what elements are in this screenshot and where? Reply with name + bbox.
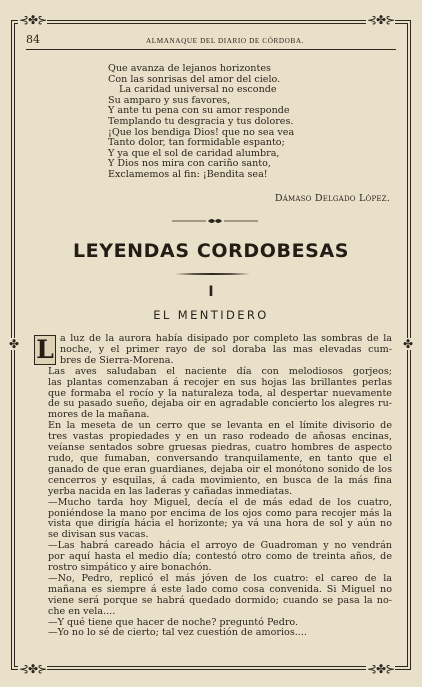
text-line: a luz de la aurora había disipado por completo las sombras de la [60, 333, 392, 344]
poem-line: Y ante tu pena con su amor responde [108, 105, 290, 117]
article-body [34, 334, 392, 639]
text-line: —Y qué tiene que hacer de noche? preguntó Pedro. [48, 616, 299, 628]
header-rule [26, 49, 396, 50]
page-number: 84 [26, 33, 40, 46]
text-line: yerba nacida en las laderas y cañadas inmediatas. [48, 485, 293, 497]
text-line: —No, Pedro, replicó el más jóven de los cuatro: el careo de la [48, 572, 392, 584]
text-line: rostro simpático y aire bonachón. [48, 562, 212, 574]
text-line: —Yo no lo sé de cierto; tal vez cuestión de amorios.... [48, 627, 307, 639]
text-line: tres vastas propiedades y en un raso rodeado de añosas encinas, [48, 431, 392, 443]
text-line: che en vela.... [48, 605, 116, 617]
text-line: ganado de que eran guardianes, dejaba oir el monótono sonido de los [48, 463, 392, 475]
section-title: LEYENDAS CORDOBESAS [72, 240, 350, 262]
poem-line: Y ya que el sol de caridad alumbra, [108, 147, 280, 159]
text-line: vista que dirigía hácia el horizonte; ya vá una hora de sol y aún no [48, 518, 392, 530]
drop-cap: L [34, 335, 56, 365]
corner-ornament-bottom-right: ⊰✤⊱ [367, 662, 395, 676]
paragraph [34, 334, 392, 367]
corner-ornament-top-left: ⊰✤⊱ [19, 13, 47, 27]
poem-line: Su amparo y sus favores, [108, 94, 231, 106]
poem-line: Exclamemos al fin: ¡Bendita sea! [108, 168, 268, 180]
text-line: cencerros y esquilas, á cada movimiento, en busca de la más fina [48, 474, 392, 486]
corner-ornament-bottom-left: ⊰✤⊱ [19, 662, 47, 676]
poem-line: Tanto dolor, tan formidable espanto; [108, 137, 285, 149]
page-header [26, 33, 396, 49]
text-line: viene será porque se habrá quedado dormido; cuando se pasa la no- [48, 594, 392, 606]
poem-line: Con las sonrisas del amor del cielo. [108, 73, 281, 85]
author-name: Dámaso Delgado López. [274, 193, 390, 204]
poem [108, 64, 398, 181]
text-line: En la meseta de un cerro que se levanta en el límite divisorio de [48, 420, 392, 432]
text-line: veíanse sentados sobre gruesas piedras, cuatro hombres de aspecto [48, 442, 392, 454]
paragraph [34, 421, 392, 497]
poem-line: Templando tu desgracia y tus dolores. [108, 115, 294, 127]
paragraph [34, 498, 392, 542]
text-line: de su pasado sueño, dejaba oir en agradable concierto los alegres ru- [48, 398, 392, 410]
text-line: —Las habrá careado hácia el arroyo de Guadroman y no vendrán [48, 540, 392, 552]
side-ornament-right: ✤ [403, 337, 413, 351]
paragraph [34, 574, 392, 618]
poem-line: ¡Que los bendiga Dios! que no sea vea [108, 126, 295, 138]
poem-line: La caridad universal no esconde [119, 84, 277, 96]
chapter-number: I [208, 284, 214, 300]
poem-line: Y Dios nos mira con cariño santo, [108, 158, 271, 170]
corner-ornament-top-right: ⊰✤⊱ [367, 13, 395, 27]
text-line: bres de Sierra-Morena. [60, 354, 174, 366]
text-line: que formaba el rocío y la naturaleza toda, al despertar nuevamente [48, 387, 392, 399]
text-line: noche, y el primer rayo de sol doraba las mas elevadas cum- [60, 343, 392, 355]
text-line: rudo, que fumaban, conversando tranquilamente, en tanto que el [48, 452, 392, 464]
paragraph [34, 541, 392, 574]
poem-line: Que avanza de lejanos horizontes [108, 63, 271, 74]
title-underline [175, 272, 250, 276]
text-line: poniéndose la mano por encima de los ojos como para recojer más la [48, 507, 392, 519]
poem-signature [180, 193, 390, 204]
text-line: las plantas comenzaban á recojer en sus hojas las brillantes perlas [48, 376, 392, 388]
text-line: —Mucho tarda hoy Miguel, decía el de más edad de los cuatro, [48, 496, 392, 508]
text-line: se divisan sus vacas. [48, 529, 149, 541]
paragraph [34, 628, 392, 639]
chapter-title: EL MENTIDERO [153, 308, 269, 322]
paragraph [34, 367, 392, 422]
text-line: mores de la mañana. [48, 409, 150, 421]
section-divider-ornament [170, 217, 260, 225]
text-line: mañana es siempre á este lado como cosa convenida. Si Miguel no [48, 583, 392, 595]
text-line: Las aves saludaban el naciente día con melodiosos gorjeos; [48, 365, 392, 377]
running-head: ALMANAQUE DEL DIARIO DE CÓRDOBA. [145, 37, 305, 45]
text-line: por aquí hasta el medio día; contestó otro como de treinta años, de [48, 551, 392, 563]
side-ornament-left: ✤ [9, 337, 19, 351]
